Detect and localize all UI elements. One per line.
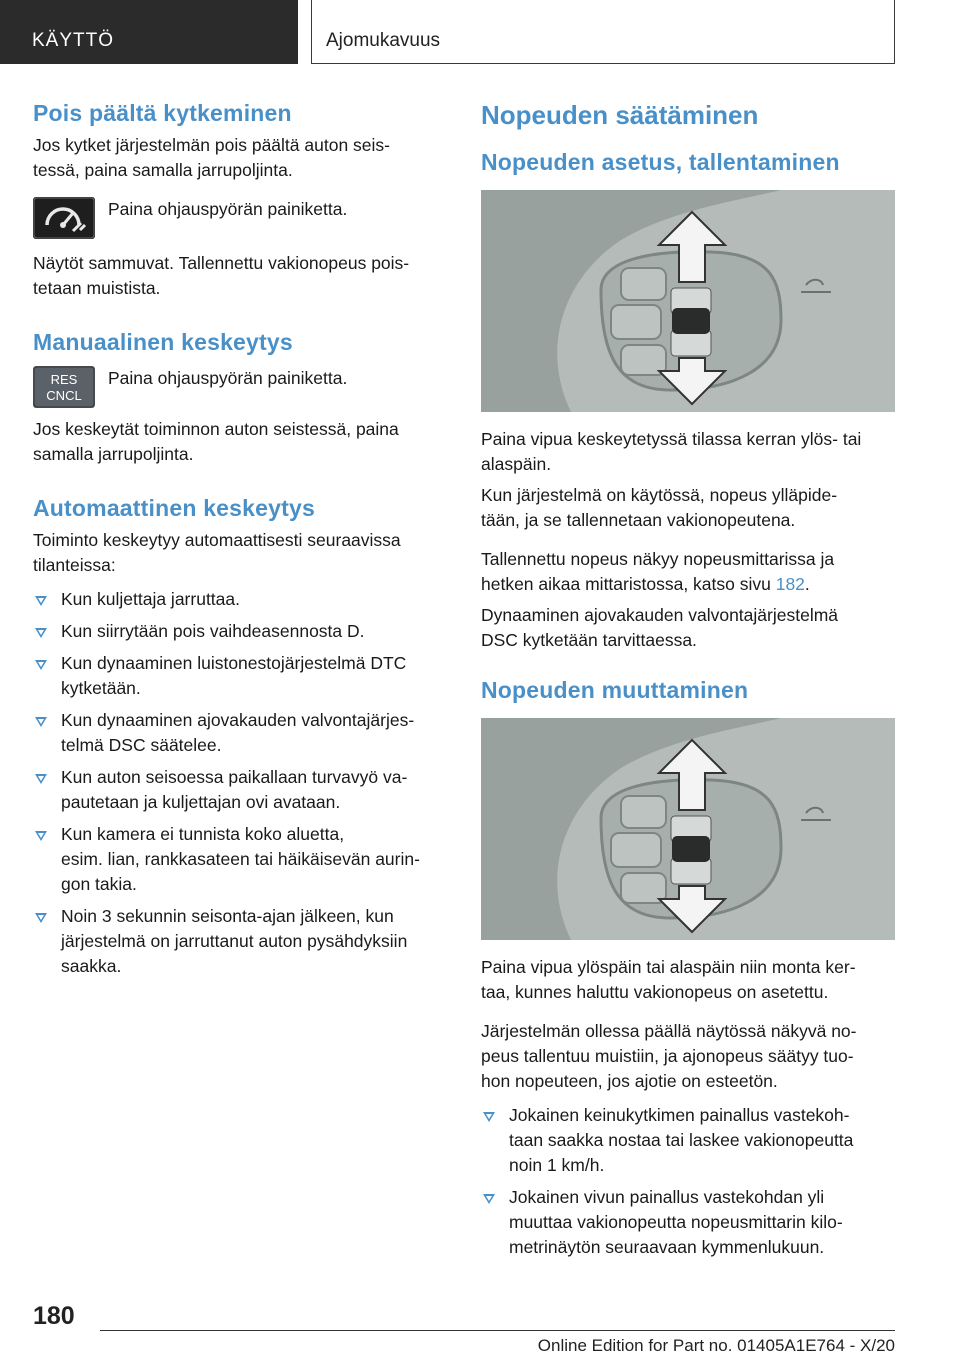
heading-manual-interrupt: Manuaalinen keskeytys (33, 329, 293, 355)
list-item-text: Kun kuljettaja jarruttaa. (61, 589, 240, 609)
section-title: KÄYTTÖ (32, 30, 115, 51)
speed-change-list (481, 1103, 895, 1260)
list-item-text: metrinäytön seuraavaan kymmenlukuun. (509, 1237, 825, 1257)
list-item (33, 765, 443, 815)
triangle-bullet-icon (483, 1194, 495, 1204)
para-system-active: Kun järjestelmä on käytössä, nopeus ylläpide- tään, ja se tallennetaan vakionopeutena. (481, 485, 838, 530)
list-item-text: Jokainen vivun painallus vastekohdan yli (509, 1187, 825, 1207)
para-auto: Toiminto keskeytyy automaattisesti seuraavissa tilanteissa: (33, 530, 401, 575)
list-item (33, 708, 443, 758)
right-column (481, 100, 895, 1267)
footer-divider (100, 1330, 895, 1331)
chapter-tab (311, 0, 895, 64)
para-system-on: Järjestelmän ollessa päällä näytössä näkyvä no- peus tallentuu muistiin, ja ajonopeus säätyy tuo- hon nopeuteen, jos ajotie on esteetön. (481, 1021, 857, 1091)
para-manual: Jos keskeytät toiminnon auton seistessä, paina samalla jarrupoljinta. (33, 419, 399, 464)
list-item-text: järjestelmä on jarruttanut auton pysähdyksiin (61, 931, 408, 951)
heading-speed-set: Nopeuden asetus, tallentaminen (481, 149, 840, 175)
triangle-bullet-icon (35, 628, 47, 638)
list-item-text: Jokainen keinukytkimen painallus vastekoh- (509, 1105, 850, 1125)
footer-edition: Online Edition for Part no. 01405A1E764 - X/20 (537, 1336, 895, 1355)
triangle-bullet-icon (35, 596, 47, 606)
para-stored-speed: Tallennettu nopeus näkyy nopeusmittarissa ja hetken aikaa mittaristossa, katso sivu 182. (481, 549, 835, 594)
heading-switch-off: Pois päältä kytkeminen (33, 100, 292, 126)
triangle-bullet-icon (35, 831, 47, 841)
triangle-bullet-icon (35, 913, 47, 923)
icon-row-cruise (33, 197, 443, 245)
list-item-text: gon takia. (61, 874, 137, 894)
list-item-text: kytketään. (61, 678, 141, 698)
triangle-bullet-icon (35, 660, 47, 670)
page-link-182[interactable]: 182 (775, 574, 805, 594)
list-item-text: muuttaa vakionopeutta nopeusmittarin kilo- (509, 1212, 843, 1232)
list-item-text: Kun auton seisoessa paikallaan turvavyö va- (61, 767, 408, 787)
res-label: RES (50, 372, 78, 387)
cruise-control-button-icon (33, 197, 95, 239)
heading-speed-change: Nopeuden muuttaminen (481, 677, 749, 703)
list-item-text: Kun dynaaminen luistonestojärjestelmä DTC (61, 653, 407, 673)
steering-wheel-lever-photo-2 (481, 718, 895, 940)
list-item-text: esim. lian, rankkasateen tai häikäisevän aurin- (61, 849, 420, 869)
list-item (33, 587, 443, 612)
list-item-text: noin 1 km/h. (509, 1155, 605, 1175)
heading-speed-control: Nopeuden säätäminen (481, 100, 759, 130)
triangle-bullet-icon (35, 774, 47, 784)
list-item-text: Kun kamera ei tunnista koko aluetta, (61, 824, 345, 844)
triangle-bullet-icon (483, 1112, 495, 1122)
list-item (33, 651, 443, 701)
list-item-text: Noin 3 sekunnin seisonta-ajan jälkeen, kun (61, 906, 394, 926)
para-dsc: Dynaaminen ajovakauden valvontajärjestelmä DSC kytketään tarvittaessa. (481, 605, 839, 650)
res-cncl-button-icon (33, 366, 95, 408)
triangle-bullet-icon (35, 717, 47, 727)
auto-interrupt-list (33, 587, 443, 979)
list-item-text: Kun dynaaminen ajovakauden valvontajärjes- (61, 710, 415, 730)
list-item-text: telmä DSC säätelee. (61, 735, 222, 755)
section-tab (0, 0, 298, 64)
list-item-text: taan saakka nostaa tai laskee vakionopeutta (509, 1130, 854, 1150)
list-item (33, 904, 443, 979)
heading-auto-interrupt: Automaattinen keskeytys (33, 495, 315, 521)
page-number: 180 (33, 1302, 75, 1330)
list-item (33, 619, 443, 644)
list-item-text: Kun siirrytään pois vaihdeasennosta D. (61, 621, 365, 641)
icon-text-press-button: Paina ohjauspyörän painiketta. (108, 199, 348, 219)
chapter-title: Ajomukavuus (326, 30, 441, 51)
para-press-times: Paina vipua ylöspäin tai alaspäin niin monta ker- taa, kunnes haluttu vakionopeus on asetettu. (481, 957, 856, 1002)
left-column (33, 100, 443, 986)
para-displays-off: Näytöt sammuvat. Tallennettu vakionopeus pois- tetaan muistista. (33, 253, 410, 298)
icon-row-res-cncl (33, 366, 443, 414)
list-item-text: pautetaan ja kuljettajan ovi avataan. (61, 792, 341, 812)
list-item-text: saakka. (61, 956, 122, 976)
list-item (481, 1103, 895, 1178)
cncl-label: CNCL (46, 388, 82, 403)
para-switch-off: Jos kytket järjestelmän pois päältä auton seis- tessä, paina samalla jarrupoljinta. (33, 135, 390, 180)
steering-wheel-lever-photo-1 (481, 190, 895, 412)
para-press-lever: Paina vipua keskeytetyssä tilassa kerran ylös- tai alaspäin. (481, 429, 862, 474)
list-item (481, 1185, 895, 1260)
icon-text-press-button-2: Paina ohjauspyörän painiketta. (108, 368, 348, 388)
list-item (33, 822, 443, 897)
